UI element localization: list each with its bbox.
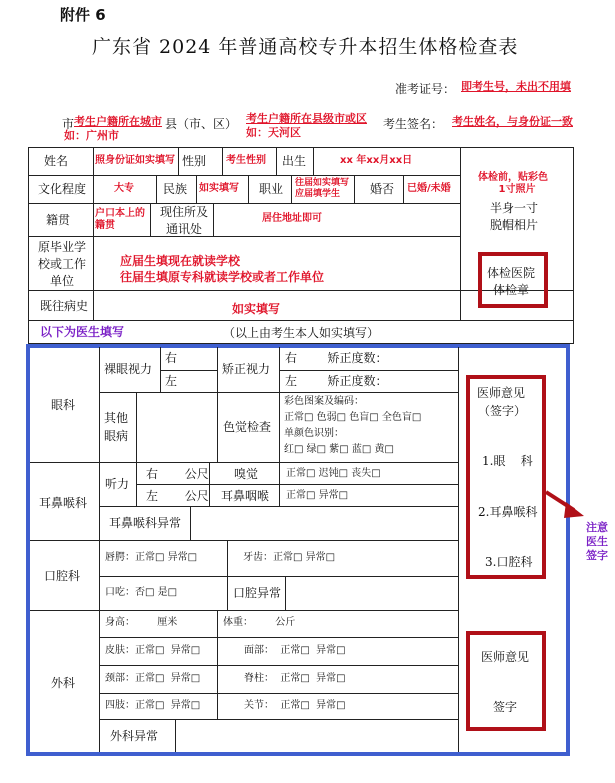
name-note: 照身份证如实填写 <box>95 155 175 166</box>
page-title: 广东省 2024 年普通高校专升本招生体格检查表 <box>92 36 519 58</box>
smell-label: 嗅觉 <box>234 467 259 481</box>
color-vision-label: 色觉检查 <box>223 420 272 434</box>
ent-abnormal-label: 耳鼻喉科异常 <box>109 516 182 530</box>
throat-options[interactable]: 正常□ 异常□ <box>286 490 349 501</box>
right-correction-field[interactable]: 右 矫正度数： <box>285 351 388 365</box>
gender-note: 考生性别 <box>226 155 266 166</box>
origin-label: 籍贯 <box>46 213 71 227</box>
mouth-section-label: 口腔科 <box>44 569 81 583</box>
attachment-label: 附件 6 <box>60 6 106 24</box>
corrected-vision-label: 矫正视力 <box>222 362 271 376</box>
self-fill-note: （以上由考生本人如实填写） <box>223 326 380 340</box>
edu-note: 大专 <box>114 183 134 194</box>
county-label: 县（市、区） <box>165 117 238 131</box>
naked-left-label: 左 <box>165 374 178 388</box>
joints-options[interactable]: 关节： 正常□ 异常□ <box>244 700 346 711</box>
origin-note: 户口本上的 籍贯 <box>95 208 145 231</box>
marry-label: 婚否 <box>370 182 395 196</box>
city-example: 如：广州市 <box>64 129 119 142</box>
throat-label: 耳鼻咽喉 <box>221 489 270 503</box>
city-note: 考生户籍所在城市 <box>74 115 162 128</box>
height-field[interactable]: 身高： 厘米 <box>105 617 178 628</box>
photo-placeholder: 半身一寸 脱帽相片 <box>490 201 539 232</box>
surgery-opinion-title: 医师意见 <box>481 650 530 664</box>
address-label: 现住所及 通讯处 <box>160 205 209 236</box>
sign-note: 考生姓名，与身份证一致 <box>452 115 573 128</box>
face-options[interactable]: 面部： 正常□ 异常□ <box>244 645 346 656</box>
surgery-abnormal-label: 外科异常 <box>110 729 159 743</box>
lip-options[interactable]: 唇腭：正常□ 异常□ <box>105 552 198 563</box>
marry-note: 已婚/未婚 <box>407 183 451 194</box>
neck-options[interactable]: 颈部：正常□ 异常□ <box>105 673 201 684</box>
nation-label: 民族 <box>163 182 188 196</box>
naked-right-label: 右 <box>165 351 178 365</box>
nation-note: 如实填写 <box>199 183 239 194</box>
county-note: 考生户籍所在县级市或区 <box>246 112 367 125</box>
gender-label: 性别 <box>182 154 207 168</box>
teeth-options[interactable]: 牙齿：正常□ 异常□ <box>243 552 336 563</box>
hearing-label: 听力 <box>105 477 130 491</box>
color-vision-options[interactable]: 彩色图案及编码： 正常□ 色弱□ 色盲□ 全色盲□ 单颜色识别： 红□ 绿□ 紫□ 蓝□ 黄□ <box>284 396 422 455</box>
eye-signature-line[interactable]: 1.眼 科 <box>482 454 533 468</box>
job-note: 往届如实填写 应届填学生 <box>295 178 350 199</box>
sign-label: 考生签名： <box>383 117 444 131</box>
limbs-options[interactable]: 四肢：正常□ 异常□ <box>105 700 201 711</box>
history-label: 既往病史 <box>40 299 89 313</box>
side-note: 注意 医生 签字 <box>586 521 608 562</box>
exam-no-label: 准考证号： <box>395 82 456 96</box>
doctor-opinion-box-2 <box>466 631 546 731</box>
stutter-options[interactable]: 口吃：否□ 是□ <box>105 587 178 598</box>
city-label: 市 <box>62 117 75 131</box>
doctor-opinion-title: 医师意见 （签字） <box>477 386 527 418</box>
edu-label: 文化程度 <box>38 182 87 196</box>
hearing-right-field[interactable]: 右 公尺 <box>146 467 209 481</box>
doctor-fill-note: 以下为医生填写 <box>40 325 125 339</box>
county-example: 如：天河区 <box>246 126 301 139</box>
naked-vision-label: 裸眼视力 <box>104 362 153 376</box>
name-label: 姓名 <box>44 154 69 168</box>
spine-options[interactable]: 脊柱： 正常□ 异常□ <box>244 673 346 684</box>
hospital-stamp-label: 体检医院 体检章 <box>487 266 536 297</box>
other-eye-disease-label: 其他 眼病 <box>104 411 129 443</box>
job-label: 职业 <box>259 182 284 196</box>
arrow-icon <box>544 488 592 524</box>
history-note: 如实填写 <box>232 302 281 316</box>
photo-note: 体检前，贴彩色 1寸照片 <box>478 172 548 195</box>
birth-note: xx 年xx月xx日 <box>340 155 413 166</box>
weight-field[interactable]: 体重： 公斤 <box>223 617 296 628</box>
smell-options[interactable]: 正常□ 迟钝□ 丧失□ <box>286 468 381 479</box>
birth-label: 出生 <box>282 154 307 168</box>
surgery-section-label: 外科 <box>51 676 76 690</box>
school-note: 应届生填现在就读学校 往届生填原专科就读学校或者工作单位 <box>120 254 325 284</box>
skin-options[interactable]: 皮肤：正常□ 异常□ <box>105 645 201 656</box>
mouth-signature-line[interactable]: 3.口腔科 <box>485 555 533 569</box>
hearing-left-field[interactable]: 左 公尺 <box>146 489 209 503</box>
school-label: 原毕业学 校或工作 单位 <box>38 240 87 288</box>
surgery-signature-line[interactable]: 签字 <box>493 700 518 714</box>
ent-signature-line[interactable]: 2.耳鼻喉科 <box>478 505 538 519</box>
exam-no-note: 即考生号，未出不用填 <box>461 80 571 93</box>
left-correction-field[interactable]: 左 矫正度数： <box>285 374 388 388</box>
eye-section-label: 眼科 <box>51 398 76 412</box>
mouth-abnormal-label: 口腔异常 <box>233 586 282 600</box>
ent-section-label: 耳鼻喉科 <box>39 496 88 510</box>
address-note: 居住地址即可 <box>262 213 322 224</box>
